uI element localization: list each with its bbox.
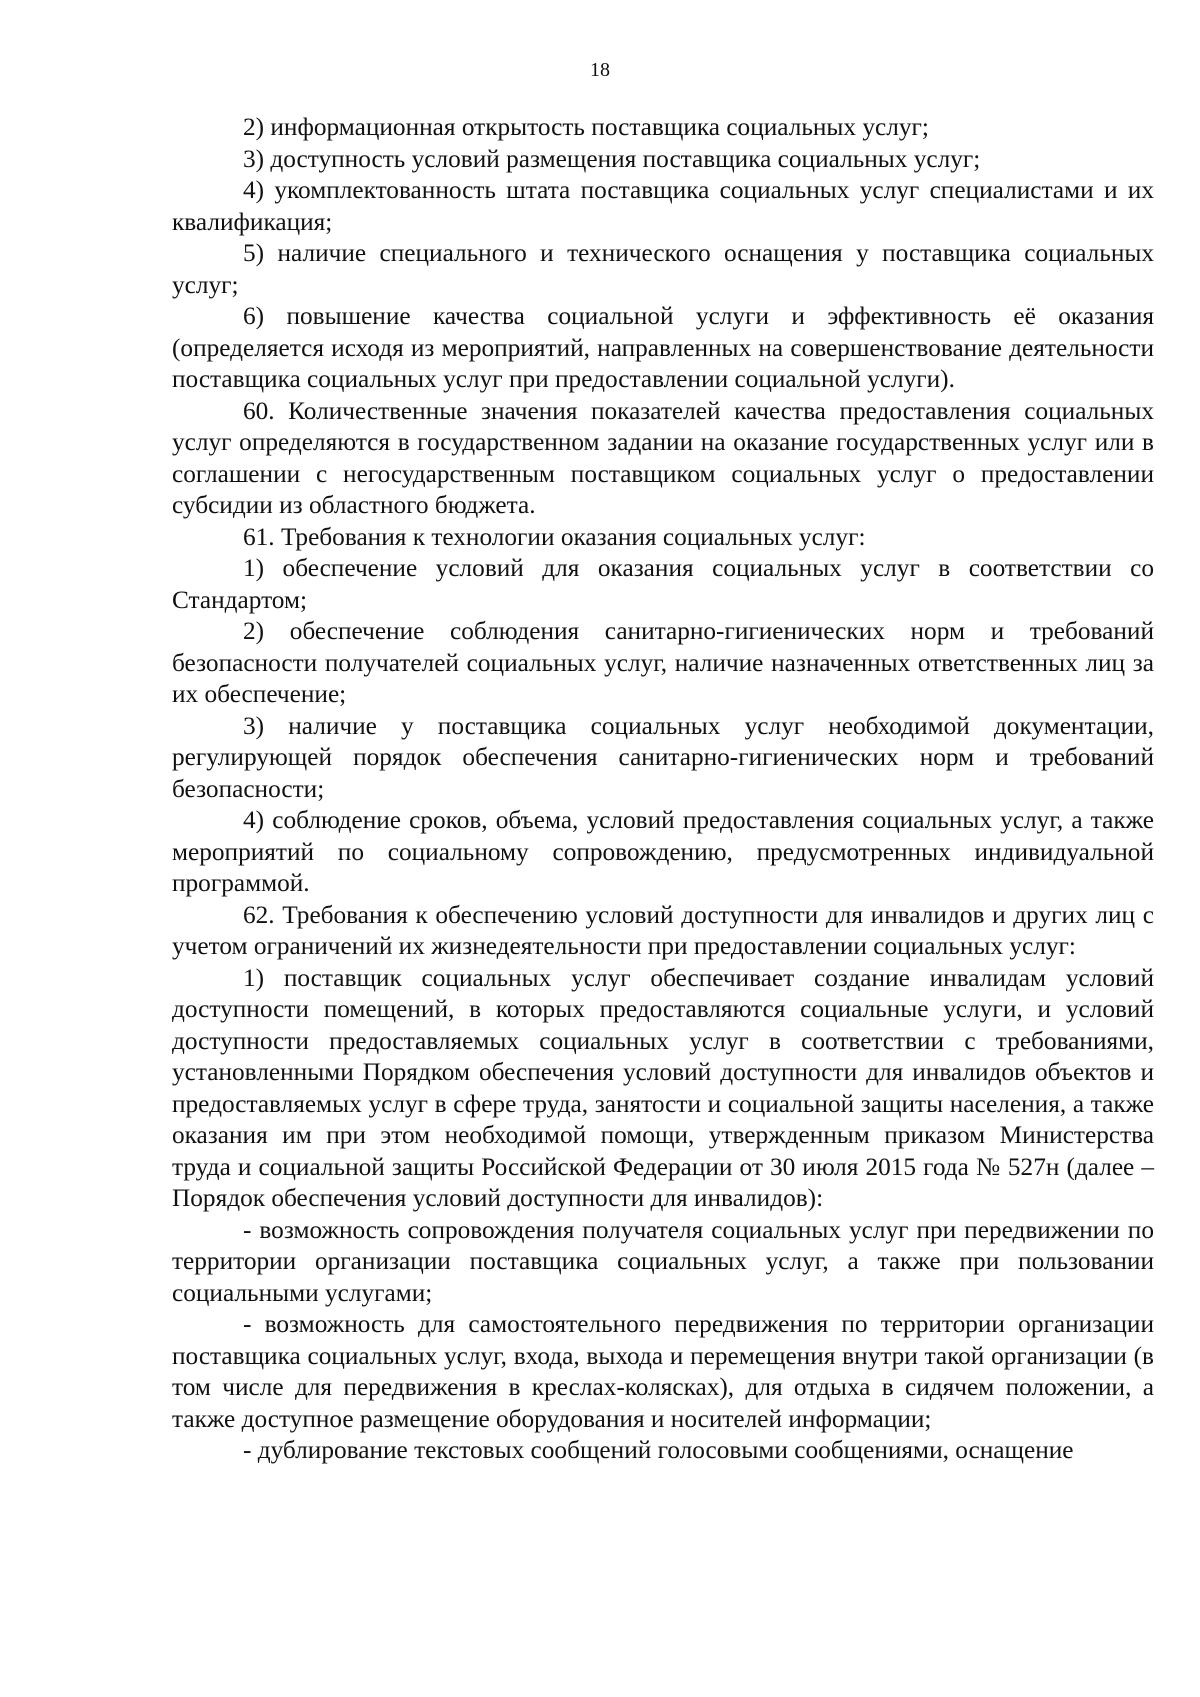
paragraph: 3) доступность условий размещения поставщика социальных услуг; <box>243 144 981 173</box>
paragraph: 61. Требования к технологии оказания социальных услуг: <box>243 522 866 551</box>
paragraph: 4) соблюдение сроков, объема, условий предоставления социальных услуг, а также мероприятий по социальному сопровождению, предусмотренных индивидуальной программой. <box>172 806 1154 897</box>
paragraph: 62. Требования к обеспечению условий доступности для инвалидов и других лиц с учетом ограничений их жизнедеятельности при предоставлении социальных услуг: <box>172 900 1154 960</box>
paragraph: 3) наличие у поставщика социальных услуг необходимой документации, регулирующей порядок обеспечения санитарно-гигиенических норм и требований безопасности; <box>172 711 1154 803</box>
paragraph: - возможность для самостоятельного передвижения по территории организации поставщика социальных услуг, входа, выхода и перемещения внутри такой организации (в том числе для передвижения в креслах-колясках), для отдыха в сидячем положении, а также доступное размещение оборудования и носителей информации; <box>172 1310 1154 1433</box>
document-body <box>172 112 1154 1467</box>
paragraph: 5) наличие специального и технического оснащения у поставщика социальных услуг; <box>172 239 1154 299</box>
paragraph: 4) укомплектованность штата поставщика социальных услуг специалистами и их квалификация; <box>172 176 1154 236</box>
paragraph: - возможность сопровождения получателя социальных услуг при передвижении по территории организации поставщика социальных услуг, а также при пользовании социальными услугами; <box>172 1215 1154 1307</box>
paragraph: 1) поставщик социальных услуг обеспечивает создание инвалидам условий доступности помещений, в которых предоставляются социальные услуги, и условий доступности предоставляемых социальных услуг в соответствии с требованиями, установленными Порядком обеспечения условий доступности для инвалидов объектов и предоставляемых услуг в сфере труда, занятости и социальной защиты населения, а также оказания им при этом необходимой помощи, утвержденным приказом Министерства труда и социальной защиты Российской Федерации от 30 июля 2015 года № 527н (далее – Порядок обеспечения условий доступности для инвалидов): <box>172 963 1154 1212</box>
paragraph: 2) обеспечение соблюдения санитарно-гигиенических норм и требований безопасности получателей социальных услуг, наличие назначенных ответственных лиц за их обеспечение; <box>172 617 1154 708</box>
paragraph: - дублирование текстовых сообщений голосовыми сообщениями, оснащение <box>243 1436 1074 1464</box>
paragraph: 60. Количественные значения показателей качества предоставления социальных услуг определяются в государственном задании на оказание государственных услуг или в соглашении с негосударственным поставщиком социальных услуг о предоставлении субсидии из областного бюджета. <box>172 396 1154 519</box>
page-number: 18 <box>590 59 610 81</box>
paragraph: 1) обеспечение условий для оказания социальных услуг в соответствии со Стандартом; <box>172 554 1154 614</box>
paragraph: 6) повышение качества социальной услуги и эффективность её оказания (определяется исходя из мероприятий, направленных на совершенствование деятельности поставщика социальных услуг при предоставлении социальной услуги). <box>172 302 1154 393</box>
paragraph: 2) информационная открытость поставщика социальных услуг; <box>243 113 929 141</box>
